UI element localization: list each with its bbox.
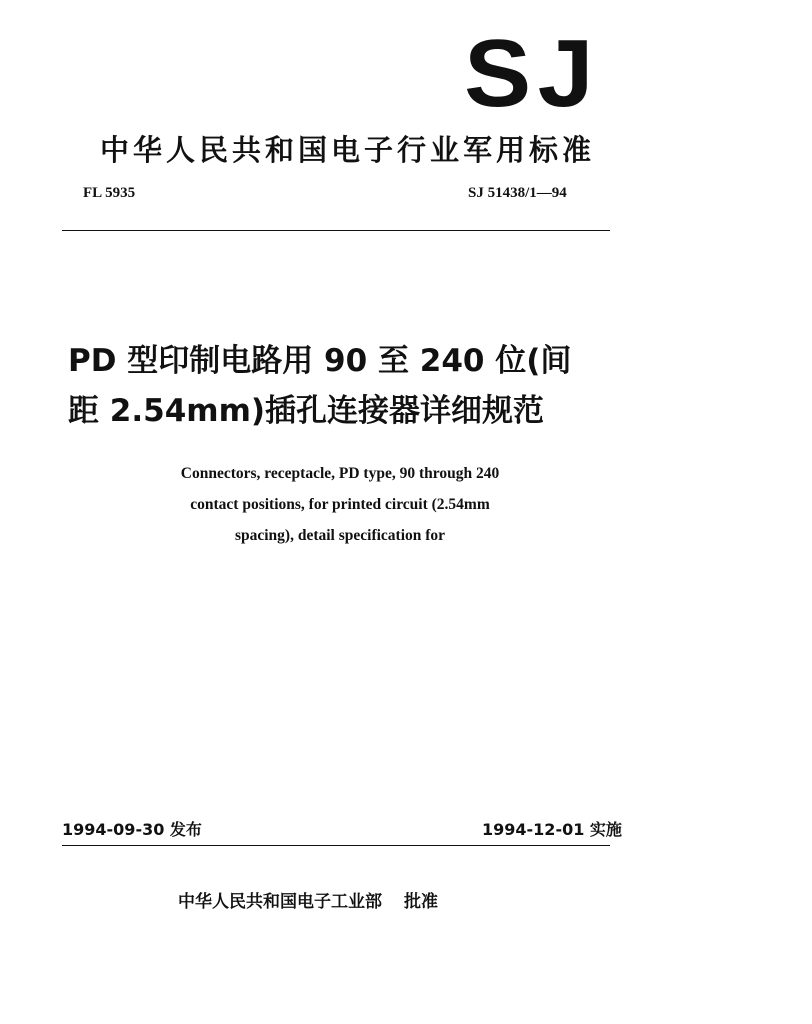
approving-authority: 中华人民共和国电子工业部	[178, 892, 382, 912]
chinese-title-line-2: 距 2.54mm)插孔连接器详细规范	[68, 393, 545, 429]
approval-line	[178, 887, 438, 912]
sj-logo	[462, 30, 602, 112]
english-title-line-3: spacing), detail specification for	[234, 527, 446, 544]
english-title-line-2: contact positions, for printed circuit (2.54mm	[190, 496, 490, 513]
chinese-title-line-1: PD 型印制电路用 90 至 240 位(间	[68, 343, 572, 379]
approval-label: 批准	[404, 892, 438, 912]
top-divider	[62, 230, 610, 231]
standard-number: SJ 51438/1—94	[468, 185, 567, 201]
issue-date: 1994-09-30 发布	[62, 820, 202, 839]
english-title	[130, 458, 550, 551]
implementation-date: 1994-12-01 实施	[482, 820, 622, 839]
chinese-title	[68, 336, 628, 436]
bottom-divider	[62, 845, 610, 846]
classification-code: FL 5935	[83, 185, 136, 201]
standard-category-title: 中华人民共和国电子行业军用标准	[100, 133, 596, 167]
sj-logo-text: SJ	[464, 30, 600, 112]
english-title-line-1: Connectors, receptacle, PD type, 90 through 240	[180, 465, 500, 482]
